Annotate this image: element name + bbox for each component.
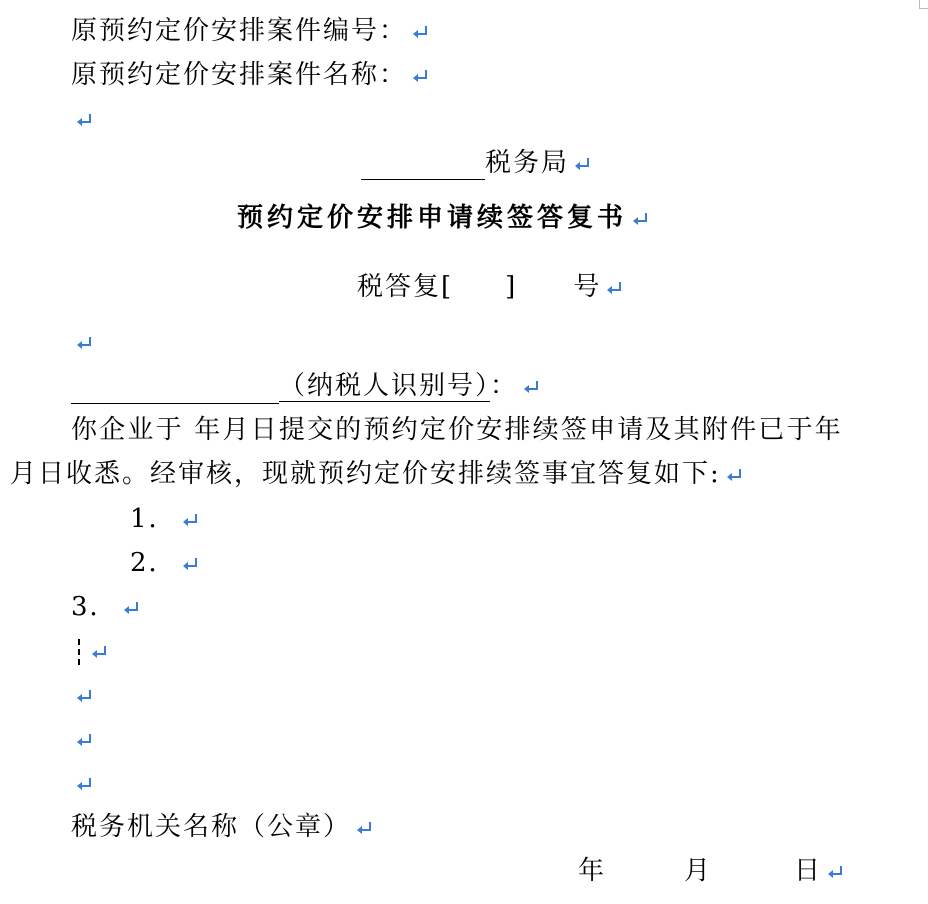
case-number-line bbox=[71, 14, 431, 48]
taxpayer-blank bbox=[71, 377, 279, 404]
case-name-line bbox=[71, 58, 431, 92]
taxpayer-line bbox=[71, 369, 542, 404]
empty-paragraph bbox=[71, 766, 95, 800]
return-mark-icon bbox=[181, 511, 201, 529]
item-1: 1． bbox=[130, 504, 177, 534]
empty-paragraph bbox=[71, 678, 95, 712]
taxpayer-colon: ： bbox=[490, 371, 519, 401]
reference-close-bracket: ] bbox=[505, 272, 518, 302]
bureau-line bbox=[361, 146, 593, 180]
item-2: 2． bbox=[130, 548, 177, 578]
document-title-line bbox=[237, 201, 651, 235]
document-title: 预约定价安排申请续签答复书 bbox=[237, 203, 628, 233]
return-mark-icon bbox=[826, 863, 846, 881]
return-mark-icon bbox=[631, 210, 651, 228]
page-corner-mark bbox=[919, 0, 928, 9]
body-line-2 bbox=[10, 457, 745, 491]
empty-paragraph bbox=[71, 325, 95, 359]
return-mark-icon bbox=[75, 731, 95, 749]
return-mark-icon bbox=[355, 819, 375, 837]
return-mark-icon bbox=[181, 555, 201, 573]
return-mark-icon bbox=[411, 67, 431, 85]
date-year: 年 bbox=[578, 856, 607, 886]
body-text-1: 你企业于 年月日提交的预约定价安排续签申请及其附件已于年 bbox=[71, 415, 843, 445]
return-mark-icon bbox=[75, 687, 95, 705]
text-cursor bbox=[78, 639, 82, 665]
signature-label: 税务机关名称（公章） bbox=[71, 812, 352, 842]
cursor-paragraph[interactable] bbox=[78, 634, 110, 668]
return-mark-icon bbox=[411, 23, 431, 41]
reference-number-line bbox=[357, 270, 625, 304]
empty-paragraph bbox=[71, 722, 95, 756]
return-mark-icon bbox=[90, 643, 110, 661]
body-line-1 bbox=[71, 413, 843, 447]
empty-paragraph bbox=[71, 102, 95, 136]
bureau-suffix: 税务局 bbox=[485, 148, 570, 178]
list-item bbox=[130, 546, 201, 580]
return-mark-icon bbox=[573, 155, 593, 173]
date-line bbox=[578, 854, 846, 888]
return-mark-icon bbox=[75, 775, 95, 793]
return-mark-icon bbox=[122, 599, 142, 617]
return-mark-icon bbox=[75, 334, 95, 352]
return-mark-icon bbox=[605, 279, 625, 297]
date-month: 月 bbox=[684, 856, 713, 886]
reference-prefix: 税答复[ bbox=[357, 272, 454, 302]
case-number-label: 原预约定价安排案件编号： bbox=[71, 16, 408, 46]
signature-line bbox=[71, 810, 375, 844]
return-mark-icon bbox=[75, 111, 95, 129]
reference-suffix: 号 bbox=[573, 272, 602, 302]
return-mark-icon bbox=[522, 378, 542, 396]
item-3: 3． bbox=[71, 592, 118, 622]
bureau-blank bbox=[361, 153, 485, 180]
return-mark-icon bbox=[725, 466, 745, 484]
date-day: 日 bbox=[794, 856, 823, 886]
case-name-label: 原预约定价安排案件名称： bbox=[71, 60, 408, 90]
body-text-2: 月日收悉。经审核，现就预约定价安排续签事宜答复如下: bbox=[10, 459, 721, 489]
list-item bbox=[71, 590, 142, 624]
taxpayer-id-label: （纳税人识别号） bbox=[279, 371, 491, 401]
list-item bbox=[130, 502, 201, 536]
